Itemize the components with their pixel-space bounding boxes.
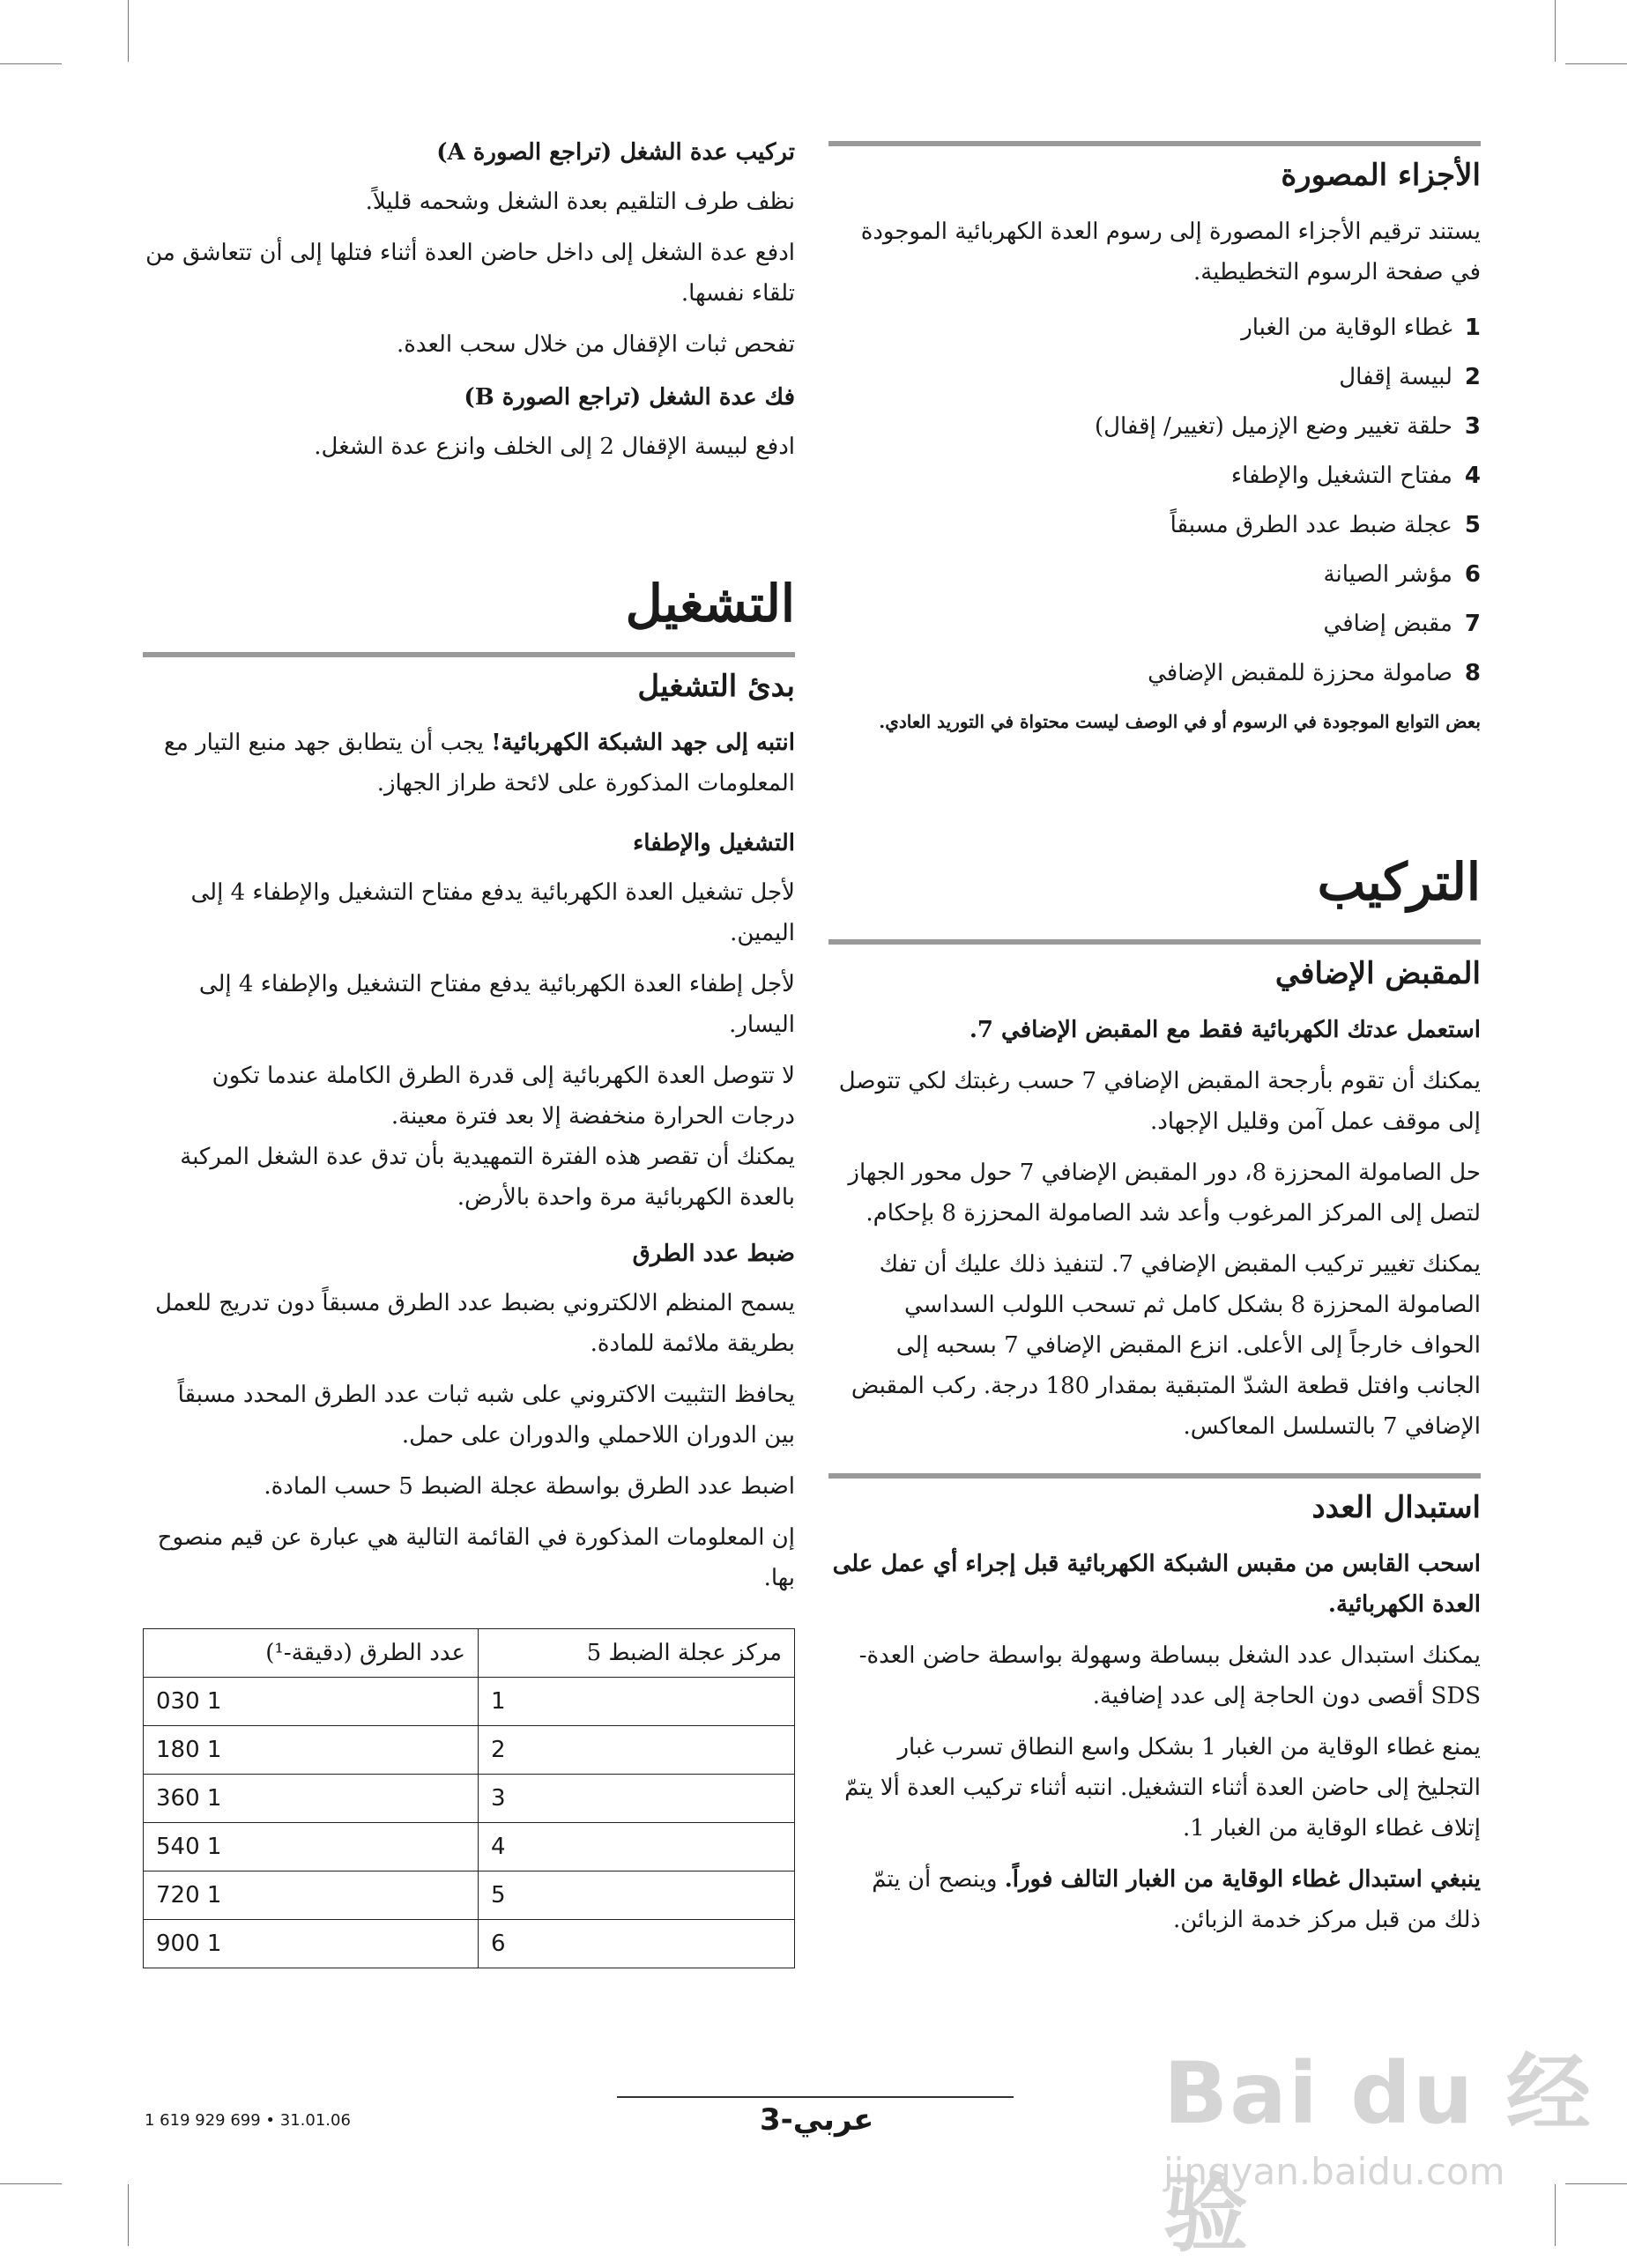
parts-list — [828, 303, 1481, 698]
tool-change-heading: استبدال العدد — [828, 1473, 1481, 1528]
parts-note: بعض التوابع الموجودة في الرسوم أو في الوصف ليست محتواة في التوريد العادي. — [879, 711, 1481, 732]
table-header-position: مركز عجلة الضبط 5 — [479, 1629, 795, 1678]
list-item: 6مؤشر الصيانة — [1323, 561, 1481, 588]
page-number: عربي-3 — [760, 2102, 874, 2138]
onoff-p2: لأجل إطفاء العدة الكهربائية يدفع مفتاح التشغيل والإطفاء 4 إلى اليسار. — [198, 971, 795, 1038]
watermark-url: jingyan.baidu.com — [1163, 2150, 1505, 2193]
insert-p3: تفحص ثبات الإقفال من خلال سحب العدة. — [396, 331, 795, 358]
aux-handle-warning: استعمل عدتك الكهربائية فقط مع المقبض الإضافي 7. — [969, 1017, 1481, 1043]
impact-heading: ضبط عدد الطرق — [632, 1241, 795, 1267]
tool-change-warning: اسحب القابس من مقبس الشبكة الكهربائية قبل إجراء أي عمل على العدة الكهربائية. — [832, 1551, 1481, 1618]
remove-p1: ادفع لبيسة الإقفال 2 إلى الخلف وانزع عدة الشغل. — [314, 434, 795, 460]
assembly-title: التركيب — [1317, 852, 1481, 912]
remove-heading: فك عدة الشغل (تراجع الصورة B) — [464, 384, 795, 411]
list-item: 8صامولة محززة للمقبض الإضافي — [1148, 660, 1481, 686]
table-header-row — [144, 1629, 795, 1678]
impact-p2: يحافظ التثبيت الاكتروني على شبه ثبات عدد الطرق المحدد مسبقاً بين الدوران اللاحملي والدوران على حمل. — [177, 1382, 795, 1449]
impact-p3: اضبط عدد الطرق بواسطة عجلة الضبط 5 حسب المادة. — [264, 1473, 795, 1500]
onoff-p4: يمكنك أن تقصر هذه الفترة التمهيدية بأن تدق عدة الشغل المركبة بالعدة الكهربائية مرة واحدة بالأرض. — [180, 1144, 795, 1211]
impact-rate-table — [143, 1628, 795, 1968]
parts-intro: يستند ترقيم الأجزاء المصورة إلى رسوم العدة الكهربائية الموجودة في صفحة الرسوم التخطيطية. — [860, 219, 1481, 285]
crop-mark — [1555, 0, 1556, 62]
watermark-logo: Bai du 经验 — [1163, 2044, 1593, 2264]
table-row: 6 1 900 — [144, 1920, 795, 1968]
left-column — [143, 132, 795, 1968]
insert-heading: تركيب عدة الشغل (تراجع الصورة A) — [436, 139, 795, 166]
tool-change-p2: يمنع غطاء الوقاية من الغبار 1 بشكل واسع النطاق تسرب غبار التجليخ إلى حاضن العدة أثناء التشغيل. انتبه أثناء تركيب العدة ألا يتمّ إتلاف غطاء الوقاية من الغبار 1. — [844, 1734, 1481, 1842]
onoff-heading: التشغيل والإطفاء — [633, 830, 795, 856]
list-item: 5عجلة ضبط عدد الطرق مسبقاً — [1170, 512, 1481, 538]
operation-title: التشغيل — [625, 574, 795, 634]
table-header-rate: عدد الطرق (دقيقة-¹) — [144, 1629, 479, 1678]
list-item: 4مفتاح التشغيل والإطفاء — [1230, 463, 1481, 489]
crop-mark — [128, 0, 129, 62]
onoff-p1: لأجل تشغيل العدة الكهربائية يدفع مفتاح التشغيل والإطفاء 4 إلى اليمين. — [190, 879, 795, 946]
parts-heading: الأجزاء المصورة — [828, 141, 1481, 196]
aux-handle-heading: المقبض الإضافي — [828, 939, 1481, 994]
onoff-p3: لا تتوصل العدة الكهربائية إلى قدرة الطرق الكاملة عندما تكون درجات الحرارة منخفضة إلا بعد فترة معينة. — [212, 1063, 795, 1130]
impact-p1: يسمح المنظم الالكتروني بضبط عدد الطرق مسبقاً دون تدريج للعمل بطريقة ملائمة للمادة. — [155, 1290, 795, 1357]
aux-handle-p3: يمكنك تغيير تركيب المقبض الإضافي 7. لتنفيذ ذلك عليك أن تفك الصامولة المحززة 8 بشكل كامل ثم تسحب اللولب السداسي الحواف خارجاً إلى الأعلى. انزع المقبض الإضافي 7 بسحبه إلى الجانب وافتل قطعة الشدّ المتبقية بمقدار 180 درجة. ركب المقبض الإضافي 7 بالتسلسل المعاكس. — [851, 1251, 1481, 1440]
list-item: 2لبيسة إقفال — [1339, 364, 1481, 390]
insert-p1: نظف طرف التلقيم بعدة الشغل وشحمه قليلاً. — [365, 189, 795, 215]
tool-change-p1: يمكنك استبدال عدد الشغل ببساطة وسهولة بواسطة حاضن العدة-SDS أقصى دون الحاجة إلى عدد إضافية. — [858, 1642, 1481, 1709]
tool-change-p3: ينبغي استبدال غطاء الوقاية من الغبار التالف فوراً. وينصح أن يتمّ ذلك من قبل مركز خدمة الزبائن. — [872, 1866, 1481, 1933]
impact-p4: إن المعلومات المذكورة في القائمة التالية هي عبارة عن قيم منصوح بها. — [157, 1524, 795, 1591]
insert-p2: ادفع عدة الشغل إلى داخل حاضن العدة أثناء فتلها إلى أن تتعاشق من تلقاء نفسها. — [145, 240, 795, 307]
right-column — [828, 132, 1481, 1951]
list-item: 1غطاء الوقاية من الغبار — [1241, 315, 1481, 341]
crop-mark — [128, 2184, 129, 2246]
crop-mark — [0, 63, 62, 64]
doc-code: 1 619 929 699 • 31.01.06 — [145, 2111, 351, 2130]
table-row: 3 1 360 — [144, 1775, 795, 1823]
crop-mark — [0, 2183, 62, 2184]
list-item: 3حلقة تغيير وضع الإزميل (تغيير/ إقفال) — [1094, 413, 1481, 440]
table-row: 5 1 720 — [144, 1871, 795, 1920]
startup-warning: انتبه إلى جهد الشبكة الكهربائية! يجب أن يتطابق جهد منبع التيار مع المعلومات المذكورة على لائحة طراز الجهاز. — [164, 730, 795, 797]
baidu-watermark — [1146, 2009, 1622, 2264]
aux-handle-p2: حل الصامولة المحززة 8، دور المقبض الإضافي 7 حول محور الجهاز لتصل إلى المركز المرغوب وأعد شد الصامولة المحززة 8 بإحكام. — [848, 1160, 1481, 1227]
table-row: 1 1 030 — [144, 1678, 795, 1726]
footer-rule — [617, 2096, 1014, 2098]
aux-handle-p1: يمكنك أن تقوم بأرجحة المقبض الإضافي 7 حسب رغبتك لكي تتوصل إلى موقف عمل آمن وقليل الإجهاد. — [838, 1068, 1481, 1135]
table-row: 4 1 540 — [144, 1823, 795, 1871]
table-row: 2 1 180 — [144, 1726, 795, 1775]
startup-heading: بدئ التشغيل — [143, 652, 795, 707]
crop-mark — [1565, 63, 1627, 64]
list-item: 7مقبض إضافي — [1323, 611, 1481, 637]
